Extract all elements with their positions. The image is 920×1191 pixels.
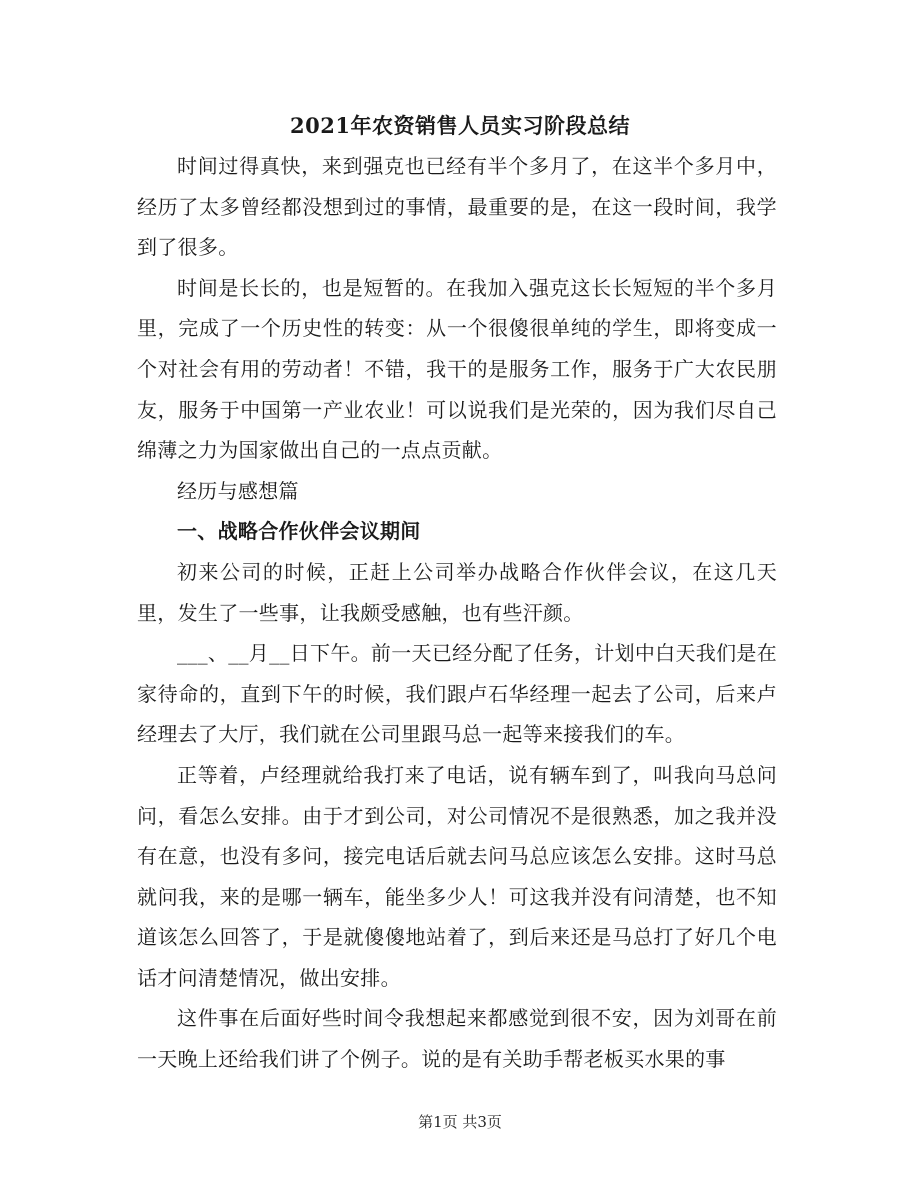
page-footer: 第1页 共3页 bbox=[418, 1113, 502, 1131]
paragraph-transition: 时间是长长的，也是短暂的。在我加入强克这长长短短的半个多月里，完成了一个历史性的转变：从一个很傻很单纯的学生，即将变成一个对社会有用的劳动者！不错，我干的是服务工作，服务于广大农民朋友，服务于中国第一产业农业！可以说我们是光荣的，因为我们尽自己绵薄之力为国家做出自己的一点点贡献。 bbox=[137, 275, 777, 463]
paragraph-intro: 时间过得真快，来到强克也已经有半个多月了，在这半个多月中，经历了太多曾经都没想到过的事情，最重要的是，在这一段时间，我学到了很多。 bbox=[137, 154, 777, 260]
paragraph-reflection: 这件事在后面好些时间令我想起来都感觉到很不安，因为刘哥在前一天晚上还给我们讲了个例子。说的是有关助手帮老板买水果的事 bbox=[137, 1006, 777, 1072]
document-body bbox=[137, 146, 777, 1080]
subsection-heading-meeting: 一、战略合作伙伴会议期间 bbox=[177, 519, 421, 544]
section-heading-experience: 经历与感想篇 bbox=[177, 478, 299, 503]
paragraph-meeting-intro: 初来公司的时候，正赶上公司举办战略合作伙伴会议，在这几天里，发生了一些事，让我颇受感触，也有些汗颜。 bbox=[137, 559, 777, 625]
paragraph-date-event: ___、__月__日下午。前一天已经分配了任务，计划中白天我们是在家待命的，直到下午的时候，我们跟卢石华经理一起去了公司，后来卢经理去了大厅，我们就在公司里跟马总一起等来接我们的车。 bbox=[137, 641, 777, 747]
paragraph-phone-call: 正等着，卢经理就给我打来了电话，说有辆车到了，叫我向马总问问，看怎么安排。由于才到公司，对公司情况不是很熟悉，加之我并没有在意，也没有多问，接完电话后就去问马总应该怎么安排。这时马总就问我，来的是哪一辆车，能坐多少人！可这我并没有问清楚，也不知道该怎么回答了，于是就傻傻地站着了，到后来还是马总打了好几个电话才问清楚情况，做出安排。 bbox=[137, 762, 777, 990]
document-title: 2021年农资销售人员实习阶段总结 bbox=[290, 113, 630, 138]
